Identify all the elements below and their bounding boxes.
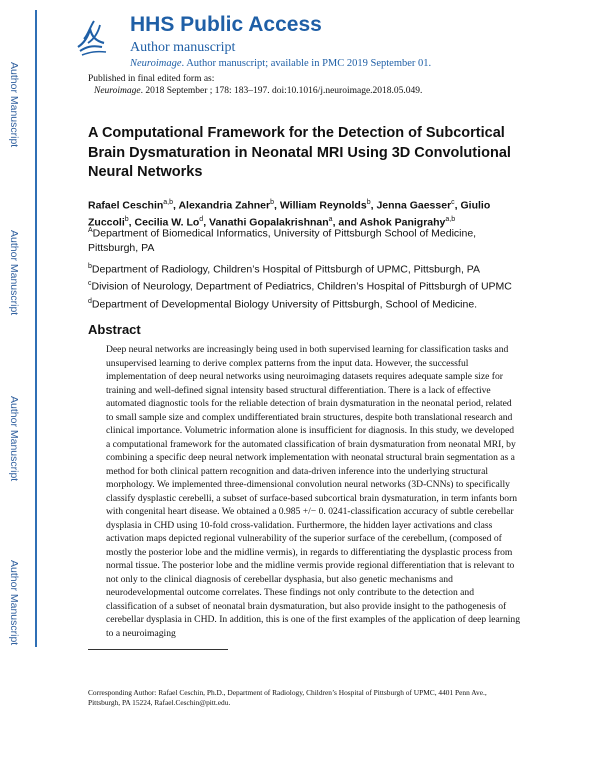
published-in-label: Published in final edited form as: — [88, 74, 215, 84]
side-label-author-manuscript: Author Manuscript — [8, 560, 20, 646]
abstract-text: Deep neural networks are increasingly being used in both supervised learning for classification tasks and unsupervised learning to derive complex patterns from the input data. However, the successful implementation of deep neural networks using neuroimaging datasets requires adequate sample size for training and well-defined signal intensity based structural differentiation. There is a lack of effective automated diagnostic tools for the reliable detection of brain dysmaturation in the neonatal period, related to small sample size and complex undifferentiated brain structures, despite both translational research and clinical importance. Volumetric information alone is insufficient for diagnosis. In this study, we developed a computational framework for the automated classification of brain dysmaturation from neonatal MRI, by combining a specific deep neural network implementation with neonatal structural brain segmentation as a method for both clinical pattern recognition and data-driven inference into the underlying structural morphology. We implemented three-dimensional convolution neural networks (3D-CNNs) to specifically classify dysplastic cerebelli, a subset of surface-based subcortical brain dysmaturation, in term infants born with congenital heart disease. We obtained a 0.985 +/− 0. 0241-classification accuracy of subtle cerebellar dysplasia in CHD using 10-fold cross-validation. Furthermore, the hidden layer activations and class activation maps depicted regional vulnerability of the superior surface of the cerebellum, (composed of mostly the posterior lobe and the midline vermis), in regards to differentiating the dysplastic process from normal tissue. The posterior lobe and the midline vermis provide regional differentiation that is relevant to not only to the clinical diagnosis of cerebellar dysphasia, but also genetic mechanisms and neurodevelopmental outcome correlates. These findings not only contribute to the detection and classification of a subset of neonatal brain dysmaturation, but also provide insight to the pathogenesis of cerebellar dysplasia in CHD. In addition, this is one of the first examples of the application of deep learning to a neuroimaging — [106, 344, 521, 639]
affiliation — [88, 277, 528, 294]
author-name: Rafael Ceschin — [88, 199, 164, 212]
author-affiliation-marker: d — [199, 215, 204, 223]
affiliation-text: Department of Developmental Biology University of Pittsburgh, School of Medicine. — [91, 298, 478, 311]
author-name: Jenna Gaesser — [376, 199, 452, 212]
affiliation-marker: c — [88, 280, 92, 287]
author-name: Giulio Zuccoli — [88, 199, 491, 228]
affiliation-marker: A — [88, 227, 93, 234]
author-list: Rafael Ceschin$^{a,b}$, Alexandria Zahner$^b$, William Reynolds$^b$, Jenna Gaesser$^c$, Giulio Zuccoli$^b$, Cecilia W. Lo$^d$, Vanathi Gopalakrishnan$^a$, and Ashok Panigrahy$^{a,b}$ — [88, 199, 491, 228]
affiliation-text: Department of Radiology, Children’s Hospital of Pittsburgh of UPMC, Pittsburgh, PA — [91, 263, 481, 276]
affiliation — [88, 260, 528, 277]
affiliation-marker: d — [88, 298, 92, 305]
affiliation-marker: b — [88, 263, 92, 270]
affiliation — [88, 295, 528, 312]
author-affiliation-marker: b — [270, 199, 274, 206]
footnote-divider — [88, 649, 228, 650]
side-label-author-manuscript: Author Manuscript — [8, 62, 20, 148]
author-affiliation-marker: a,b — [445, 215, 456, 223]
hhs-public-access-title: HHS Public Access — [130, 13, 322, 36]
author-affiliation-marker: b — [124, 215, 129, 223]
citation-details: . 2018 September ; 178: 183–197. doi:10.1016/j.neuroimage.2018.05.049. — [140, 86, 423, 96]
side-label-author-manuscript: Author Manuscript — [8, 230, 20, 316]
affiliation-text: Division of Neurology, Department of Pediatrics, Children’s Hospital of Pittsburgh of UPMC — [91, 280, 512, 293]
citation-journal: Neuroimage — [94, 86, 141, 96]
publication-info — [88, 73, 422, 97]
author-name: William Reynolds — [279, 199, 367, 212]
corresponding-author-footnote: Corresponding Author: Rafael Ceschin, Ph.D., Department of Radiology, Children’s Hospital of Pittsburgh of UPMC, 4401 Penn Ave., Pittsburgh, PA 15224, Rafael.Ceschin@pitt.edu. — [88, 688, 487, 707]
author-affiliation-marker: a — [328, 215, 333, 223]
citation-line — [88, 85, 422, 97]
author-name: Ashok Panigrahy — [359, 216, 446, 228]
affiliation-text: Department of Biomedical Informatics, University of Pittsburgh School of Medicine, Pittsburgh, PA — [88, 227, 477, 254]
author-name: Vanathi Gopalakrishnan — [209, 216, 329, 228]
availability-text: . Author manuscript; available in PMC 2019 September 01. — [181, 58, 432, 69]
journal-availability-line — [130, 58, 431, 69]
affiliation — [88, 224, 528, 255]
author-name: Cecilia W. Lo — [134, 216, 200, 228]
author-affiliation-marker: a,b — [163, 199, 174, 206]
hhs-eagle-icon — [74, 17, 110, 57]
side-label-author-manuscript: Author Manuscript — [8, 396, 20, 482]
author-manuscript-subtitle: Author manuscript — [130, 40, 236, 55]
author-name: Alexandria Zahner — [178, 199, 271, 212]
sidebar-rule — [35, 10, 37, 647]
author-affiliation-marker: b — [366, 199, 371, 206]
author-affiliation-marker: c — [451, 199, 455, 206]
article-title: A Computational Framework for the Detection of Subcortical Brain Dysmaturation in Neonatal MRI Using 3D Convolutional Neural Networks — [88, 125, 511, 180]
journal-name: Neuroimage — [130, 58, 182, 69]
abstract-heading: Abstract — [88, 322, 141, 337]
